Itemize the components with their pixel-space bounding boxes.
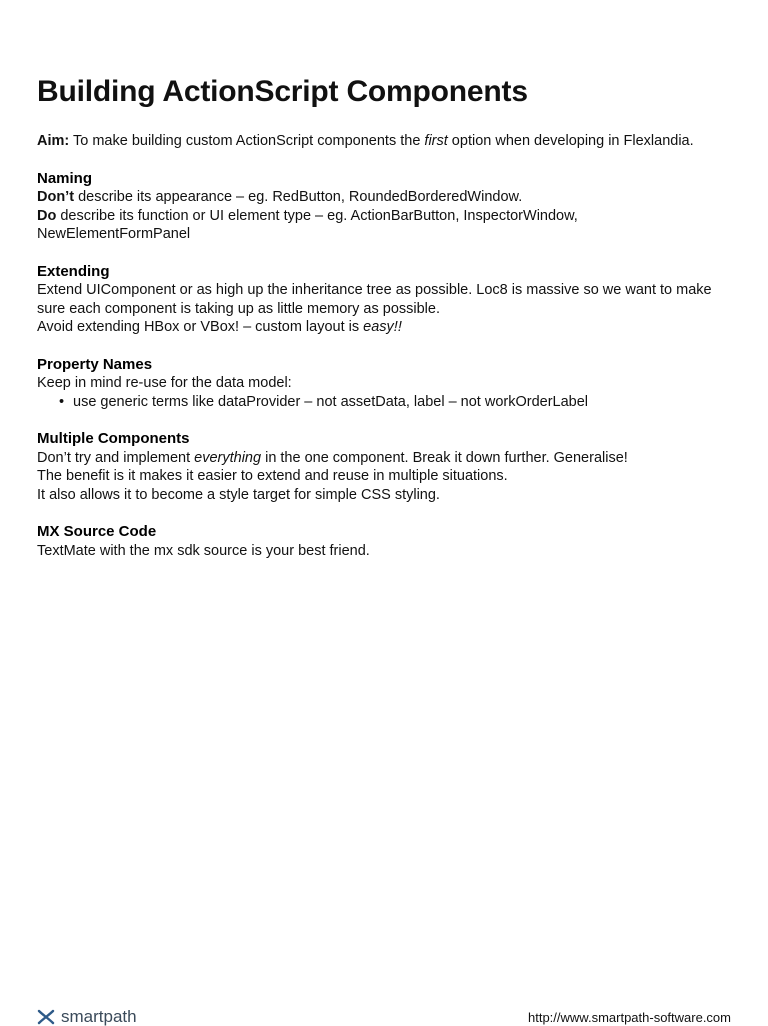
extending-section (37, 263, 727, 337)
footer-logo-text: smartpath (61, 1007, 137, 1026)
naming-do-line (37, 207, 727, 244)
mx-source-text: TextMate with the mx sdk source is your best friend. (37, 542, 370, 559)
multiple-components-heading: Multiple Components (37, 430, 190, 447)
mx-source-heading: MX Source Code (37, 523, 157, 540)
naming-dont-label: Don’t (37, 189, 75, 205)
multiple-components-line3: It also allows it to become a style target for simple CSS styling. (37, 486, 440, 503)
multiple-components-line1 (37, 449, 727, 468)
multiple-components-line1-emphasis: everything (194, 449, 262, 466)
smartpath-logo-icon (37, 1009, 55, 1025)
footer-logo (37, 1008, 137, 1026)
property-names-list (37, 393, 727, 412)
extending-line2 (37, 318, 727, 337)
naming-dont-text: describe its appearance – eg. RedButton, RoundedBorderedWindow. (74, 189, 523, 205)
list-item (59, 393, 727, 412)
extending-heading: Extending (37, 262, 110, 280)
aim-label: Aim: (37, 133, 70, 149)
extending-line1: Extend UIComponent or as high up the inheritance tree as possible. Loc8 is massive so we want to make sure each component is taking up as little memory as possible. (37, 282, 712, 317)
naming-heading: Naming (37, 169, 93, 187)
property-names-heading: Property Names (37, 355, 153, 373)
multiple-components-line1-before: Don’t try and implement (37, 449, 195, 466)
aim-paragraph (37, 132, 727, 151)
list-item-text: use generic terms like dataProvider – not assetData, label – not workOrderLabel (73, 393, 589, 410)
multiple-components-line1-after: in the one component. Break it down further. Generalise! (261, 449, 628, 466)
naming-do-label: Do (37, 207, 57, 224)
multiple-components-section (37, 430, 727, 504)
naming-dont-line (37, 188, 727, 207)
property-names-intro: Keep in mind re-use for the data model: (37, 375, 292, 391)
aim-text-after: option when developing in Flexlandia. (447, 133, 694, 149)
aim-emphasis: first (424, 133, 448, 149)
extending-line2-text: Avoid extending HBox or VBox! – custom layout is (37, 319, 364, 335)
property-names-section (37, 356, 727, 412)
footer-url: http://www.smartpath-software.com (527, 1010, 731, 1025)
page-title: Building ActionScript Components (37, 75, 528, 108)
document-page (37, 72, 727, 579)
bullet-icon: • (59, 393, 65, 410)
extending-line2-emphasis: easy!! (363, 319, 402, 335)
naming-section (37, 170, 727, 244)
mx-source-section (37, 523, 727, 560)
aim-text-before: To make building custom ActionScript components the (69, 133, 425, 149)
multiple-components-line2: The benefit is it makes it easier to extend and reuse in multiple situations. (37, 468, 508, 484)
naming-do-text: describe its function or UI element type – eg. ActionBarButton, InspectorWindow, NewElementFormPanel (37, 207, 578, 242)
